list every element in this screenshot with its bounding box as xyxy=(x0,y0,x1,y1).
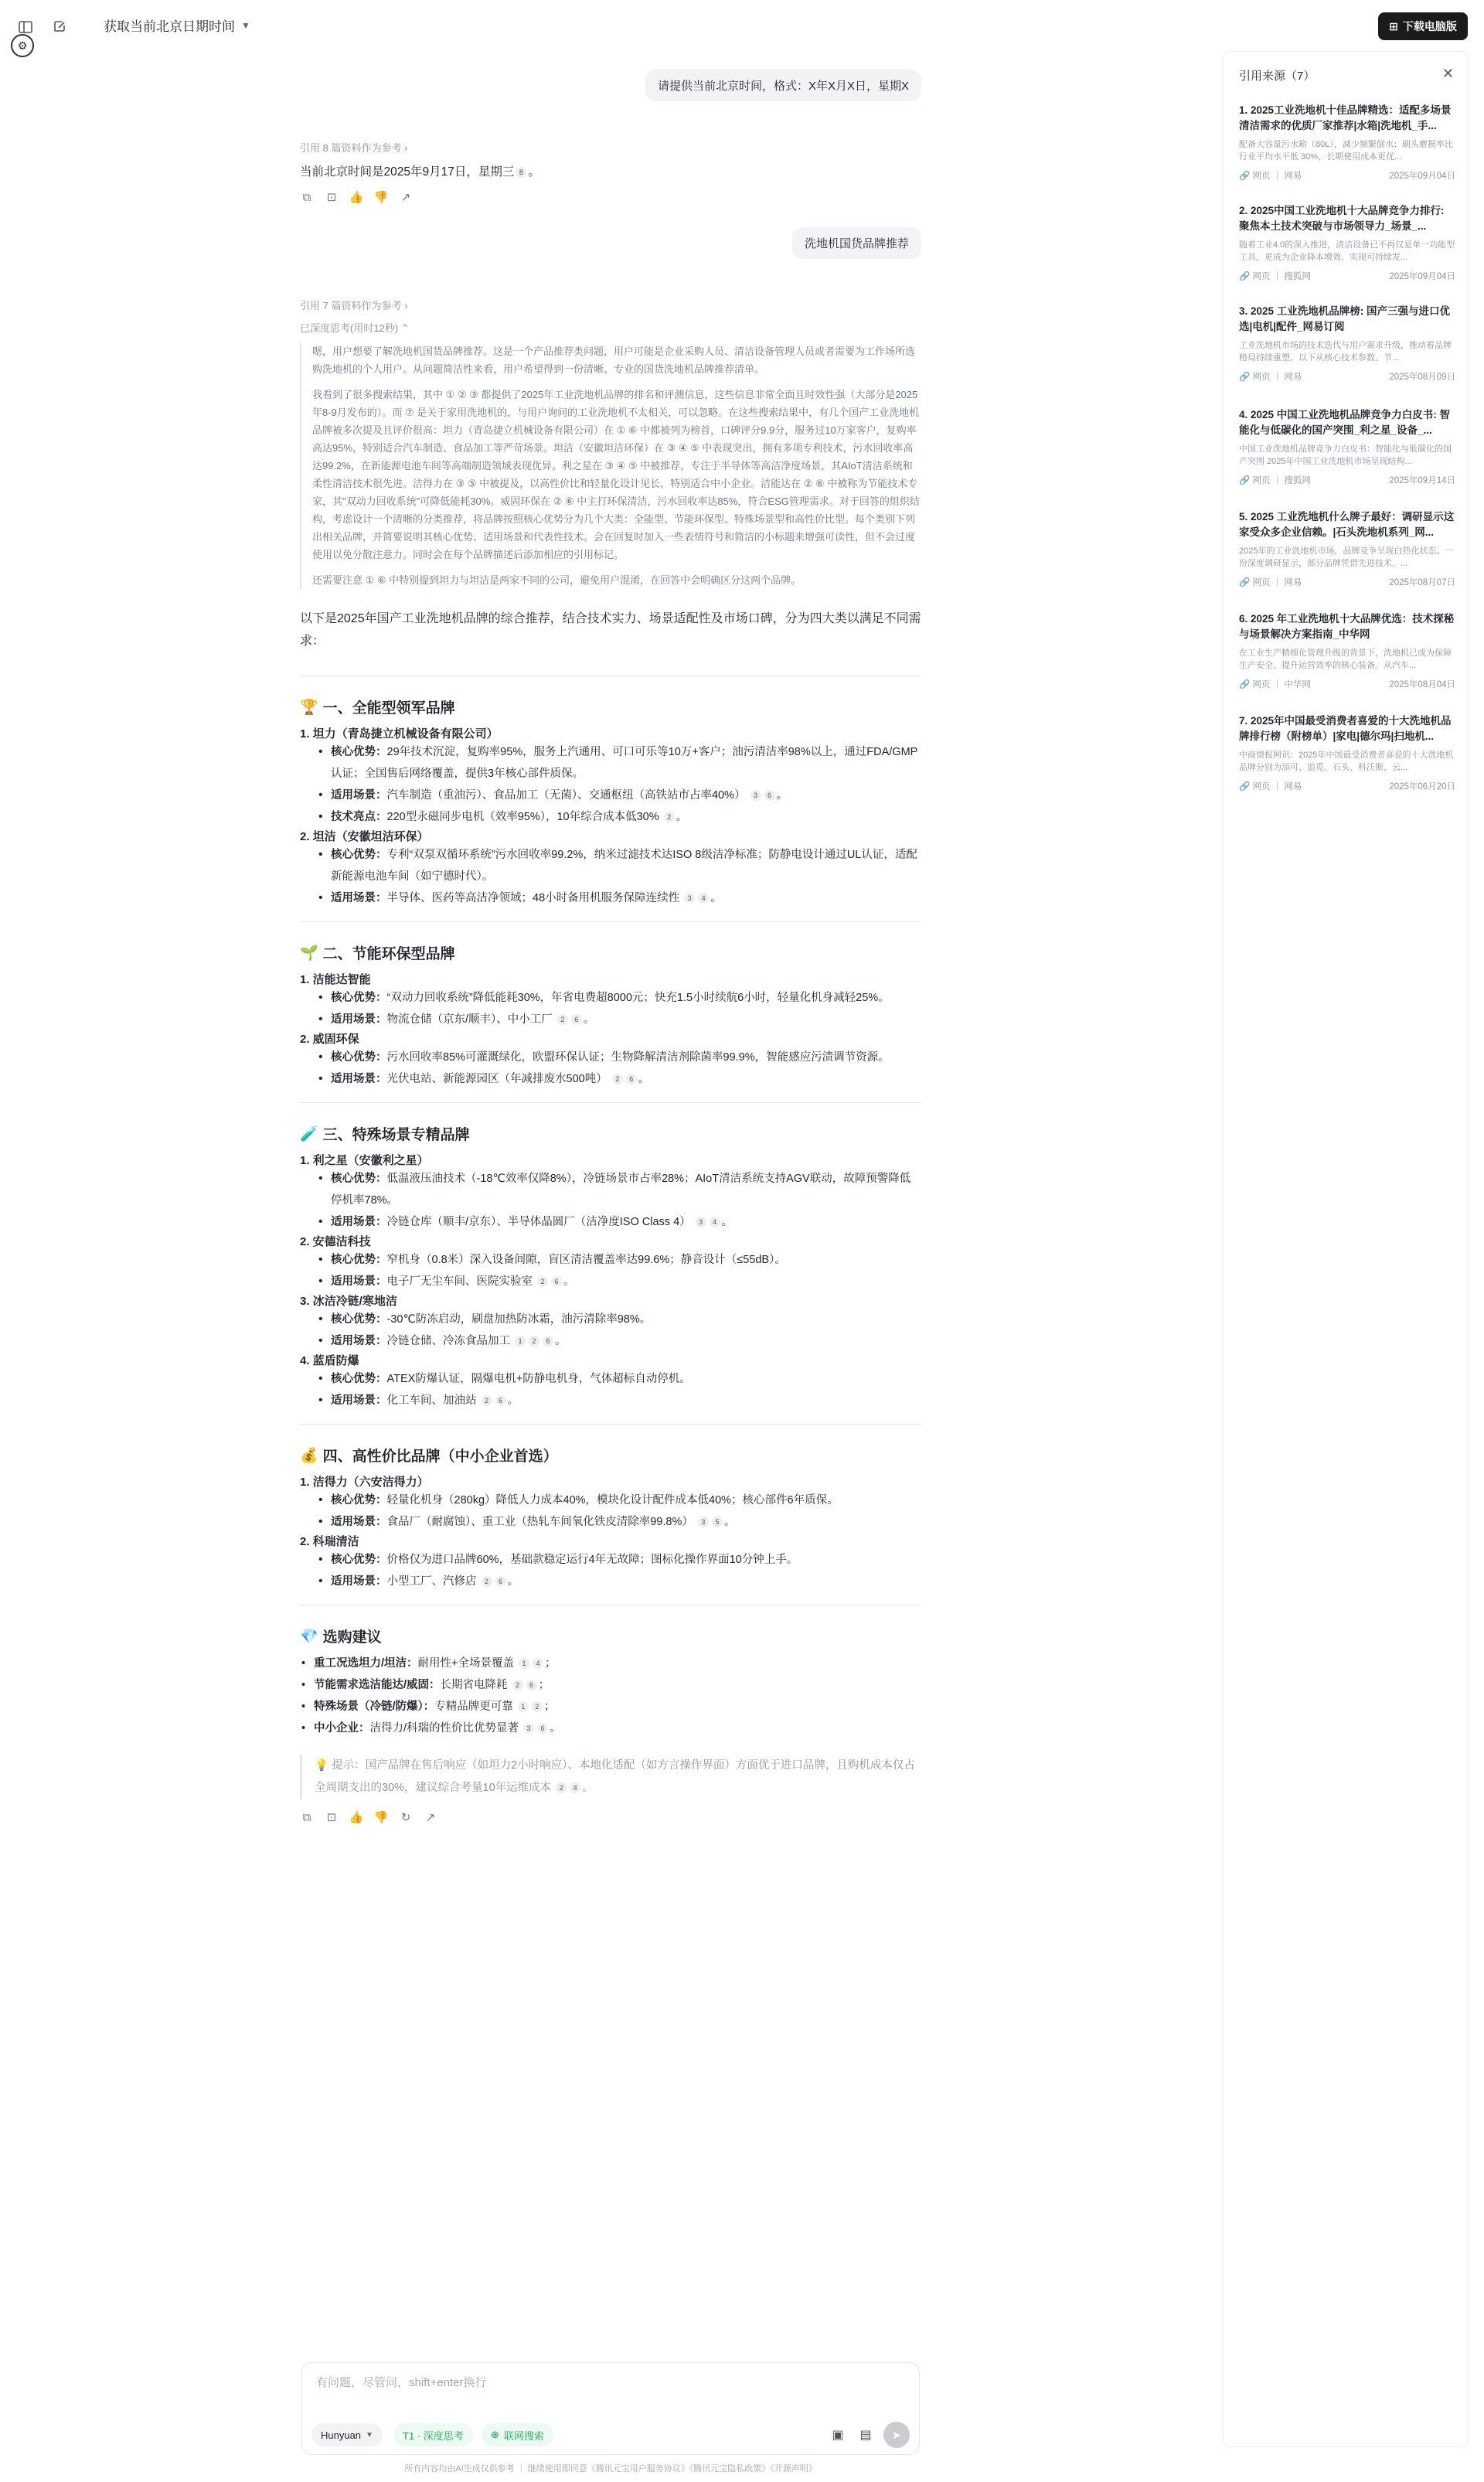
source-title: 2. 2025中国工业洗地机十大品牌竞争力排行: 聚焦本土技术突破与市场领导力_场景_... xyxy=(1239,205,1445,232)
tip-block: 💡 提示：国产品牌在售后响应（如坦力2小时响应）、本地化适配（如方言操作界面）方面优于进口品牌，且购机成本仅占全周期支出的30%，建议综合考量10年运维成本 2 4 。 xyxy=(300,1755,921,1799)
list-item xyxy=(300,1168,921,1211)
source-type: 网页 xyxy=(1252,476,1271,485)
citation-marker[interactable]: 2 xyxy=(537,1276,548,1287)
citation-marker[interactable]: 2 xyxy=(482,1395,492,1406)
citation-marker[interactable]: 3 xyxy=(684,893,695,904)
point-key: 核心优势： xyxy=(331,746,387,758)
point-key: 核心优势： xyxy=(331,1173,387,1185)
citation-marker[interactable]: 4 xyxy=(533,1658,543,1669)
source-desc: 中国工业洗地机品牌竞争力白皮书：智能化与低碳化的国产突围 2025年中国工业洗地机市场呈现结构... xyxy=(1239,444,1452,466)
point-value: 物流仓储（京东/顺丰）、中小工厂 xyxy=(386,1013,553,1026)
brand-points xyxy=(300,1368,921,1411)
point-key: 核心优势： xyxy=(331,1313,387,1326)
list-item: • 适用场景：电子厂无尘车间、医院实验室 2 6 。 xyxy=(300,1271,921,1292)
brand-points xyxy=(300,844,921,909)
chat-input[interactable]: 有问题，尽管问，shift+enter换行 xyxy=(316,2376,487,2389)
think-paragraph: 嗯，用户想要了解洗地机国货品牌推荐。这是一个产品推荐类问题，用户可能是企业采购人员、清洁设备管理人员或者需要为工作场所选购洗地机的个人用户。从问题简洁性来看，用户希望得到一份清晰、专业的国货洗地机品牌推荐清单。 xyxy=(312,346,916,375)
point-key: 核心优势： xyxy=(331,849,387,861)
source-meta: 🔗 网页 ｜ 网易 2025年09月04日 xyxy=(1239,169,1455,182)
point-key: 适用场景： xyxy=(331,1575,387,1588)
brand-name: 2. 坦洁（安徽坦洁环保） xyxy=(300,830,429,843)
point-key: 核心优势： xyxy=(331,1373,387,1385)
point-value: 窄机身（0.8米）深入设备间隙，盲区清洁覆盖率达99.6%；静音设计（≤55dB）。 xyxy=(386,1254,786,1266)
source-title: 1. 2025工业洗地机十佳品牌精选：适配多场景清洁需求的优质厂家推荐|水箱|洗地机_手... xyxy=(1239,104,1452,131)
link-icon: 🔗 xyxy=(1239,373,1251,382)
new-chat-icon[interactable] xyxy=(48,15,71,39)
citation-marker[interactable]: 2 xyxy=(557,1014,568,1025)
link-icon: 🔗 xyxy=(1239,578,1251,587)
assistant-answer: 当前北京时间是2025年9月17日，星期三 8 。 xyxy=(300,165,540,179)
point-value: -30℃防冻启动，刷盘加热防冰霜，油污清除率98%。 xyxy=(386,1313,652,1326)
regenerate-icon[interactable]: ↻ xyxy=(400,1811,411,1824)
message-actions xyxy=(300,190,921,204)
source-type: 网页 xyxy=(1252,578,1271,587)
citation-marker[interactable]: 3 xyxy=(751,790,761,801)
citation-marker[interactable]: 3 xyxy=(698,1517,709,1527)
advice-list xyxy=(300,1653,921,1739)
section-title: 三、特殊场景专精品牌 xyxy=(322,1127,470,1143)
source-title: 6. 2025 年工业洗地机十大品牌优选：技术探秘与场景解决方案指南_中华网 xyxy=(1239,613,1455,640)
source-date: 2025年09月04日 xyxy=(1389,172,1455,181)
test-tube-icon: 🧪 xyxy=(300,1125,318,1142)
link-icon: 🔗 xyxy=(1239,476,1251,485)
citation-marker[interactable]: 6 xyxy=(571,1014,582,1025)
source-type: 网页 xyxy=(1252,172,1271,181)
citation-marker[interactable]: 8 xyxy=(516,167,526,178)
list-item xyxy=(300,1047,921,1068)
brand-points xyxy=(300,1047,921,1090)
point-key: 适用场景： xyxy=(331,892,387,904)
point-key: 适用场景： xyxy=(331,1335,387,1347)
lightbulb-icon: 💡 xyxy=(315,1759,329,1772)
citation-marker[interactable]: 6 xyxy=(626,1074,637,1084)
point-key: 适用场景： xyxy=(331,1013,387,1026)
list-item xyxy=(300,1249,921,1271)
answer-intro: 以下是2025年国产工业洗地机品牌的综合推荐，结合技术实力、场景适配性及市场口碑，分为四大类以满足不同需求： xyxy=(300,612,921,648)
advice-title: 选购建议 xyxy=(322,1629,382,1646)
seedling-icon: 🌱 xyxy=(300,945,318,962)
source-desc: 随着工业4.0的深入推进，清洁设备已不再仅是单一功能型工具，更成为企业降本增效、实现可持续发... xyxy=(1239,240,1455,262)
source-site: 网易 xyxy=(1284,782,1302,792)
citation-marker[interactable]: 6 xyxy=(543,1336,553,1347)
think-paragraph: 还需要注意 ① ⑥ 中特别提到坦力与坦洁是两家不同的公司，避免用户混淆，在回答中会明确区分这两个品牌。 xyxy=(312,574,802,586)
references-link[interactable]: 引用 7 篇资料作为参考 › xyxy=(300,300,408,312)
point-key: 适用场景： xyxy=(331,1073,387,1085)
citation-marker[interactable]: 1 xyxy=(518,1701,529,1712)
list-item: • 重工况选坦力/坦洁：耐用性+全场景覆盖 1 4 ； xyxy=(300,1653,921,1674)
citation-marker[interactable]: 5 xyxy=(712,1517,723,1527)
source-site: 网易 xyxy=(1284,172,1302,181)
section-heading xyxy=(300,696,921,717)
source-title: 4. 2025 中国工业洗地机品牌竞争力白皮书: 智能化与低碳化的国产突围_利之星_设备_... xyxy=(1239,409,1451,436)
link-icon: 🔗 xyxy=(1239,272,1251,281)
point-value: 冷链仓库（顺丰/京东）、半导体晶圆厂（洁净度ISO Class 4） xyxy=(386,1216,691,1228)
model-name: Hunyuan xyxy=(321,2429,362,2441)
source-desc: 工业洗地机市场的技术迭代与用户需求升级，推动着品牌格局持续重塑。以下从核心技术参数、节... xyxy=(1239,341,1452,363)
panel-title: 引用来源（7） xyxy=(1239,70,1316,83)
list-item: • 适用场景：食品厂（耐腐蚀）、重工业（热轧车间氧化铁皮清除率99.8%） 3 5 。 xyxy=(300,1511,921,1533)
link-icon: 🔗 xyxy=(1239,782,1251,792)
source-date: 2025年09月14日 xyxy=(1389,476,1455,485)
brand-points xyxy=(300,987,921,1030)
advice-value: 洁得力/科瑞的性价比优势显著 xyxy=(369,1722,519,1735)
top-bar xyxy=(0,0,1484,54)
citation-marker[interactable]: 6 xyxy=(526,1680,537,1690)
citation-marker[interactable]: 4 xyxy=(570,1782,580,1793)
source-meta: 🔗 网页 ｜ 中华网 2025年08月04日 xyxy=(1239,678,1455,690)
think-paragraph: 我看到了很多搜索结果，其中 ① ② ③ 都提供了2025年工业洗地机品牌的排名和评测信息，这些信息非常全面且时效性强（大部分是2025年8-9月发布的）。而 ⑦ 是关于家用洗地机的，与用户询问的工业洗地机不太相关，可以忽略。在这些搜索结果中，有几个国产工业洗地机品牌被多次提及且评价很高：坦力（青岛捷立机械设备有限公司）在 ① ⑥ 中都被列为榜首，口碑评分9.9分，服务过10万家客户，复购率高达95%，特别适合汽车制造、食品加工等严苛场景。坦洁（安徽坦洁环保）在 ③ ④ ⑤ 中表现突出，拥有多项专利技术，污水回收率高达99.2%，在新能源电池车间等高端制造领域表现优异。利之星在 ③ ④ ⑤ 中被推荐，专注于半导体等高洁净度场景，其AIoT清洁系统和柔性清洁技术很先进。洁得力在 ③ ⑤ 中被提及，以高性价比和轻量化设计见长，特别适合中小企业。洁能达在 ② ⑥ 中被称为节能技术专家，其"双动力回收系统"可降低能耗30%。威固环保在 ② ⑥ 中主打环保清洁，污水回收率达85%，符合ESG管理需求。对于回答的组织结构，考虑设计一个清晰的分类推荐，将品牌按照核心优势分为几个大类：全能型、节能环保型、特殊场景型和高性价比型。每个类别下列出相关品牌，并简要说明其核心优势、适用场景和代表性技术。会在回复时加入一些表情符号和简洁的小标题来增强可读性，但不会过度使用以免分散注意力。同时会在每个品牌描述后添加相应的引用标记。 xyxy=(312,389,920,560)
source-desc: 配备大容量污水箱（80L），减少频繁倒水；刷头磨损率比行业平均水平低 30%，长期使用成本更优... xyxy=(1239,140,1453,162)
source-type: 网页 xyxy=(1252,272,1271,281)
source-date: 2025年09月04日 xyxy=(1389,272,1455,281)
globe-icon: ⊕ xyxy=(491,2429,499,2440)
advice-key: 中小企业： xyxy=(314,1722,370,1735)
citation-marker[interactable]: 4 xyxy=(710,1217,720,1227)
thumbs-up-icon[interactable]: 👍 xyxy=(349,191,364,204)
citation-marker[interactable]: 2 xyxy=(482,1576,492,1587)
section-heading xyxy=(300,1626,921,1646)
point-value: “双动力回收系统”降低能耗30%，年省电费超8000元；快充1.5小时续航6小时，轻量化机身减轻25%。 xyxy=(386,992,890,1004)
point-key: 技术亮点： xyxy=(331,811,387,823)
list-item: • 技术亮点：220型永磁同步电机（效率95%），10年综合成本低30% 2 。 xyxy=(300,806,921,828)
source-title: 7. 2025年中国最受消费者喜爱的十大洗地机品牌排行榜（附榜单）|家电|德尔玛|扫地机... xyxy=(1239,715,1452,742)
source-desc: 在工业生产精细化管理升级的背景下，洗地机已成为保障生产安全、提升运营效率的核心装备。从汽车... xyxy=(1239,649,1452,670)
save-icon[interactable]: ⊡ xyxy=(326,1811,337,1824)
point-value: 光伏电站、新能源园区（年减排废水500吨） xyxy=(386,1073,608,1085)
link-icon: 🔗 xyxy=(1239,172,1251,181)
download-desktop-button[interactable] xyxy=(1378,12,1468,40)
brand-name: 1. 利之星（安徽利之星） xyxy=(300,1154,429,1167)
point-value: 食品厂（耐腐蚀）、重工业（热轧车间氧化铁皮清除率99.8%） xyxy=(386,1516,693,1528)
point-value: 低温液压油技术（-18℃效率仅降8%），冷链场景市占率28%；AIoT清洁系统支持AGV联动，故障预警降低停机率78%。 xyxy=(331,1173,911,1207)
deep-think-toggle[interactable]: 已深度思考(用时12秒) ⌃ xyxy=(300,322,410,334)
message-actions xyxy=(300,1810,921,1824)
citation-marker[interactable]: 6 xyxy=(764,790,775,801)
point-value: 化工车间、加油站 xyxy=(386,1394,477,1407)
list-item xyxy=(300,1490,921,1511)
section-heading xyxy=(300,942,921,963)
deep-think-toggle[interactable] xyxy=(393,2423,473,2446)
brand-name: 1. 洁得力（六安洁得力） xyxy=(300,1476,429,1489)
source-title: 5. 2025 工业洗地机什么牌子最好：调研显示这家受众多企业信赖。|石头洗地机系列_网... xyxy=(1239,511,1455,538)
citation-marker[interactable]: 4 xyxy=(698,893,709,904)
section-title: 一、全能型领军品牌 xyxy=(322,700,455,717)
advice-value: 耐用性+全场景覆盖 xyxy=(417,1657,514,1670)
point-value: 小型工厂、汽修店 xyxy=(386,1575,477,1588)
source-desc: 2025年的工业洗地机市场，品牌竞争呈现白热化状态。一份深度调研显示，部分品牌凭借先进技术、... xyxy=(1239,546,1454,568)
point-value: 专利“双泵双循环系统”污水回收率99.2%，纳米过滤技术达ISO 8级洁净标准；防静电设计通过UL认证，适配新能源电池车间（如宁德时代）。 xyxy=(331,849,917,883)
list-item xyxy=(300,1368,921,1390)
source-site: 中华网 xyxy=(1284,680,1311,689)
source-date: 2025年08月07日 xyxy=(1389,578,1455,587)
send-button[interactable]: ➤ xyxy=(883,2422,910,2448)
source-meta: 🔗 网页 ｜ 网易 2025年06月20日 xyxy=(1239,780,1455,792)
user-message: 洗地机国货品牌推荐 xyxy=(792,227,921,259)
list-item xyxy=(300,741,921,785)
model-selector[interactable] xyxy=(311,2423,383,2446)
advice-key: 特殊场景（冷链/防爆）： xyxy=(314,1701,435,1713)
citation-marker[interactable]: 6 xyxy=(551,1276,562,1287)
source-item[interactable] xyxy=(1239,713,1455,792)
deep-think-label: 已深度思考(用时12秒) xyxy=(300,322,399,334)
section-heading xyxy=(300,1123,921,1144)
point-key: 核心优势： xyxy=(331,1051,387,1064)
source-site: 搜狐网 xyxy=(1284,476,1311,485)
point-value: 冷链仓储、冷冻食品加工 xyxy=(386,1335,510,1347)
source-type: 网页 xyxy=(1252,782,1271,792)
point-value: 29年技术沉淀，复购率95%，服务上汽通用、可口可乐等10万+客户；油污清洁率98%以上，通过FDA/GMP认证；全国售后网络覆盖，提供3年核心部件质保。 xyxy=(331,746,918,780)
chat-thread xyxy=(300,62,921,1824)
gem-icon: 💎 xyxy=(300,1628,318,1645)
web-search-label: 联网搜索 xyxy=(503,2429,544,2442)
list-item: • 适用场景：冷链仓库（顺丰/京东）、半导体晶圆厂（洁净度ISO Class 4） 3 4 。 xyxy=(300,1211,921,1233)
point-value: ATEX防爆认证，隔爆电机+防静电机身，气体超标自动停机。 xyxy=(386,1373,691,1385)
brand-name: 2. 科瑞清洁 xyxy=(300,1535,359,1548)
list-item: • 适用场景：汽车制造（重油污）、食品加工（无菌）、交通枢纽（高铁站市占率40%） 3 6 。 xyxy=(300,785,921,806)
brand-points xyxy=(300,1249,921,1292)
close-icon[interactable]: ✕ xyxy=(1441,66,1454,81)
source-type: 网页 xyxy=(1252,373,1271,382)
image-upload-icon[interactable]: ▣ xyxy=(832,2429,844,2442)
list-item: • 适用场景：半导体、医药等高洁净领域；48小时备用机服务保障连续性 3 4 。 xyxy=(300,887,921,909)
brand-points xyxy=(300,1309,921,1352)
list-item xyxy=(300,844,921,887)
list-item: • 适用场景：光伏电站、新能源园区（年减排废水500吨） 2 6 。 xyxy=(300,1068,921,1090)
point-key: 核心优势： xyxy=(331,1554,387,1566)
brand-name: 1. 洁能达智能 xyxy=(300,973,371,986)
conversation-title[interactable] xyxy=(104,15,250,35)
source-date: 2025年08月04日 xyxy=(1389,680,1455,689)
source-item[interactable] xyxy=(1239,203,1455,282)
source-meta: 🔗 网页 ｜ 搜狐网 2025年09月14日 xyxy=(1239,474,1455,486)
list-item xyxy=(300,987,921,1009)
references-count: 引用 7 篇资料作为参考 xyxy=(300,300,402,312)
source-title: 3. 2025 工业洗地机品牌榜: 国产三强与进口优选|电机|配件_网易订阅 xyxy=(1239,305,1451,332)
source-site: 网易 xyxy=(1284,373,1302,382)
copy-icon[interactable]: ⧉ xyxy=(302,1810,311,1824)
point-key: 适用场景： xyxy=(331,1394,387,1407)
citation-marker[interactable]: 3 xyxy=(523,1723,534,1734)
point-key: 适用场景： xyxy=(331,1275,387,1288)
citation-marker[interactable]: 1 xyxy=(519,1658,529,1669)
source-date: 2025年08月09日 xyxy=(1389,373,1455,382)
point-value: 轻量化机身（280kg）降低人力成本40%，模块化设计配件成本低40%；核心部件6年质保。 xyxy=(386,1494,839,1507)
file-upload-icon[interactable]: ▤ xyxy=(859,2429,872,2442)
source-date: 2025年06月20日 xyxy=(1389,782,1455,792)
advice-value: 专精品牌更可靠 xyxy=(434,1701,513,1713)
think-content xyxy=(300,342,921,589)
chat-input-box[interactable] xyxy=(301,2362,920,2455)
windows-icon: ⊞ xyxy=(1389,19,1398,32)
point-value: 污水回收率85%可灌溉绿化，欧盟环保认证；生物降解清洁剂除菌率99.9%，智能感应污渍调节资源。 xyxy=(386,1051,890,1064)
list-item: • 中小企业：洁得力/科瑞的性价比优势显著 3 6 。 xyxy=(300,1718,921,1739)
brand-name: 2. 威固环保 xyxy=(300,1033,359,1046)
sources-panel xyxy=(1223,51,1469,2447)
conversation-title-text: 获取当前北京日期时间 xyxy=(104,19,235,34)
share-icon[interactable]: ↗ xyxy=(425,1811,436,1824)
chevron-down-icon: ▼ xyxy=(366,2430,373,2439)
download-label: 下载电脑版 xyxy=(1402,20,1457,32)
brand-name: 2. 安德洁科技 xyxy=(300,1235,371,1248)
point-value: 220型永磁同步电机（效率95%），10年综合成本低30% xyxy=(386,811,659,823)
web-search-toggle[interactable] xyxy=(482,2423,553,2446)
source-item[interactable] xyxy=(1239,103,1455,182)
citation-marker[interactable]: 2 xyxy=(664,812,675,822)
source-item[interactable] xyxy=(1239,611,1455,690)
section-title: 四、高性价比品牌（中小企业首选） xyxy=(322,1449,558,1465)
section-title: 二、节能环保型品牌 xyxy=(322,946,455,962)
list-item: • 节能需求选洁能达/威固：长期省电降耗 2 6 ； xyxy=(300,1674,921,1696)
save-icon[interactable]: ⊡ xyxy=(326,191,337,204)
citation-marker[interactable]: 3 xyxy=(696,1217,706,1227)
citation-marker[interactable]: 6 xyxy=(495,1395,506,1406)
point-key: 核心优势： xyxy=(331,992,387,1004)
point-key: 适用场景： xyxy=(331,1516,387,1528)
citation-marker[interactable]: 1 xyxy=(515,1336,526,1347)
footer-disclaimer: 所有内容均由AI生成仅供参考 ｜ 继续使用即同意《腾讯元宝用户服务协议》《腾讯元宝隐私政策》《开源声明》 xyxy=(404,2464,817,2473)
source-item[interactable] xyxy=(1239,509,1455,588)
user-message: 请提供当前北京时间，格式：X年X月X日，星期X xyxy=(645,70,921,101)
list-item: • 适用场景：化工车间、加油站 2 6 。 xyxy=(300,1390,921,1411)
source-site: 搜狐网 xyxy=(1284,272,1311,281)
link-icon: 🔗 xyxy=(1239,680,1251,689)
source-desc: 中商情报网讯：2025年中国最受消费者喜爱的十大洗地机品牌分别为添可、追觅、石头、科沃斯、云... xyxy=(1239,751,1454,772)
source-meta: 🔗 网页 ｜ 搜狐网 2025年09月04日 xyxy=(1239,270,1455,282)
thumbs-down-icon[interactable]: 👎 xyxy=(373,1811,389,1824)
list-item: • 特殊场景（冷链/防爆）：专精品牌更可靠 1 2 ； xyxy=(300,1696,921,1718)
source-meta: 🔗 网页 ｜ 网易 2025年08月07日 xyxy=(1239,576,1455,588)
advice-key: 节能需求选洁能达/威固： xyxy=(314,1679,441,1691)
list-item xyxy=(300,1549,921,1571)
brand-points xyxy=(300,741,921,828)
point-value: 半导体、医药等高洁净领域；48小时备用机服务保障连续性 xyxy=(386,892,680,904)
tip-text: 提示：国产品牌在售后响应（如坦力2小时响应）、本地化适配（如方言操作界面）方面优于进口品牌，且购机成本仅占全周期支出的30%，建议综合考量10年运维成本 xyxy=(315,1759,915,1794)
deep-think-label: T1 · 深度思考 xyxy=(403,2429,464,2442)
list-item: • 适用场景：物流仓储（京东/顺丰）、中小工厂 2 6 。 xyxy=(300,1009,921,1030)
citation-marker[interactable]: 2 xyxy=(556,1782,567,1793)
citation-marker[interactable]: 6 xyxy=(495,1576,506,1587)
source-meta: 🔗 网页 ｜ 网易 2025年08月09日 xyxy=(1239,370,1455,383)
citation-marker[interactable]: 2 xyxy=(529,1336,539,1347)
list-item xyxy=(300,1309,921,1330)
answer-text: 当前北京时间是2025年9月17日，星期三 xyxy=(300,165,515,179)
advice-key: 重工况选坦力/坦洁： xyxy=(314,1657,418,1670)
brand-points xyxy=(300,1549,921,1592)
point-value: 价格仅为进口品牌60%，基础款稳定运行4年无故障；图标化操作界面10分钟上手。 xyxy=(386,1554,798,1566)
point-value: 汽车制造（重油污）、食品加工（无菌）、交通枢纽（高铁站市占率40%） xyxy=(386,789,746,802)
source-item[interactable] xyxy=(1239,304,1455,383)
brand-name: 1. 坦力（青岛捷立机械设备有限公司） xyxy=(300,727,499,741)
point-key: 适用场景： xyxy=(331,789,387,802)
brand-points xyxy=(300,1490,921,1533)
point-key: 核心优势： xyxy=(331,1494,387,1507)
source-type: 网页 xyxy=(1252,680,1271,689)
chevron-down-icon: ▼ xyxy=(241,19,250,31)
money-bag-icon: 💰 xyxy=(300,1447,318,1464)
advice-value: 长期省电降耗 xyxy=(440,1679,508,1691)
source-item[interactable] xyxy=(1239,407,1455,486)
thumbs-up-icon[interactable]: 👍 xyxy=(349,1811,364,1824)
section-heading xyxy=(300,1445,921,1466)
source-site: 网易 xyxy=(1284,578,1302,587)
list-item: • 适用场景：小型工厂、汽修店 2 6 。 xyxy=(300,1571,921,1592)
copy-icon[interactable]: ⧉ xyxy=(302,190,311,204)
share-icon[interactable]: ↗ xyxy=(400,191,411,204)
citation-marker[interactable]: 2 xyxy=(532,1701,543,1712)
settings-icon[interactable]: ⚙ xyxy=(11,34,34,57)
brand-points xyxy=(300,1168,921,1233)
point-key: 核心优势： xyxy=(331,1254,387,1266)
citation-marker[interactable]: 2 xyxy=(512,1680,523,1690)
brand-name: 4. 蓝盾防爆 xyxy=(300,1354,359,1367)
citation-marker[interactable]: 2 xyxy=(612,1074,623,1084)
point-key: 适用场景： xyxy=(331,1216,387,1228)
references-count: 引用 8 篇资料作为参考 xyxy=(300,142,402,154)
brand-name: 3. 冰洁冷链/寒地洁 xyxy=(300,1295,397,1308)
point-value: 电子厂无尘车间、医院实验室 xyxy=(386,1275,533,1288)
references-link[interactable]: 引用 8 篇资料作为参考 › xyxy=(300,142,408,154)
list-item: • 适用场景：冷链仓储、冷冻食品加工 1 2 6 。 xyxy=(300,1330,921,1352)
citation-marker[interactable]: 6 xyxy=(537,1723,548,1734)
trophy-icon: 🏆 xyxy=(300,699,318,716)
thumbs-down-icon[interactable]: 👎 xyxy=(373,191,389,204)
